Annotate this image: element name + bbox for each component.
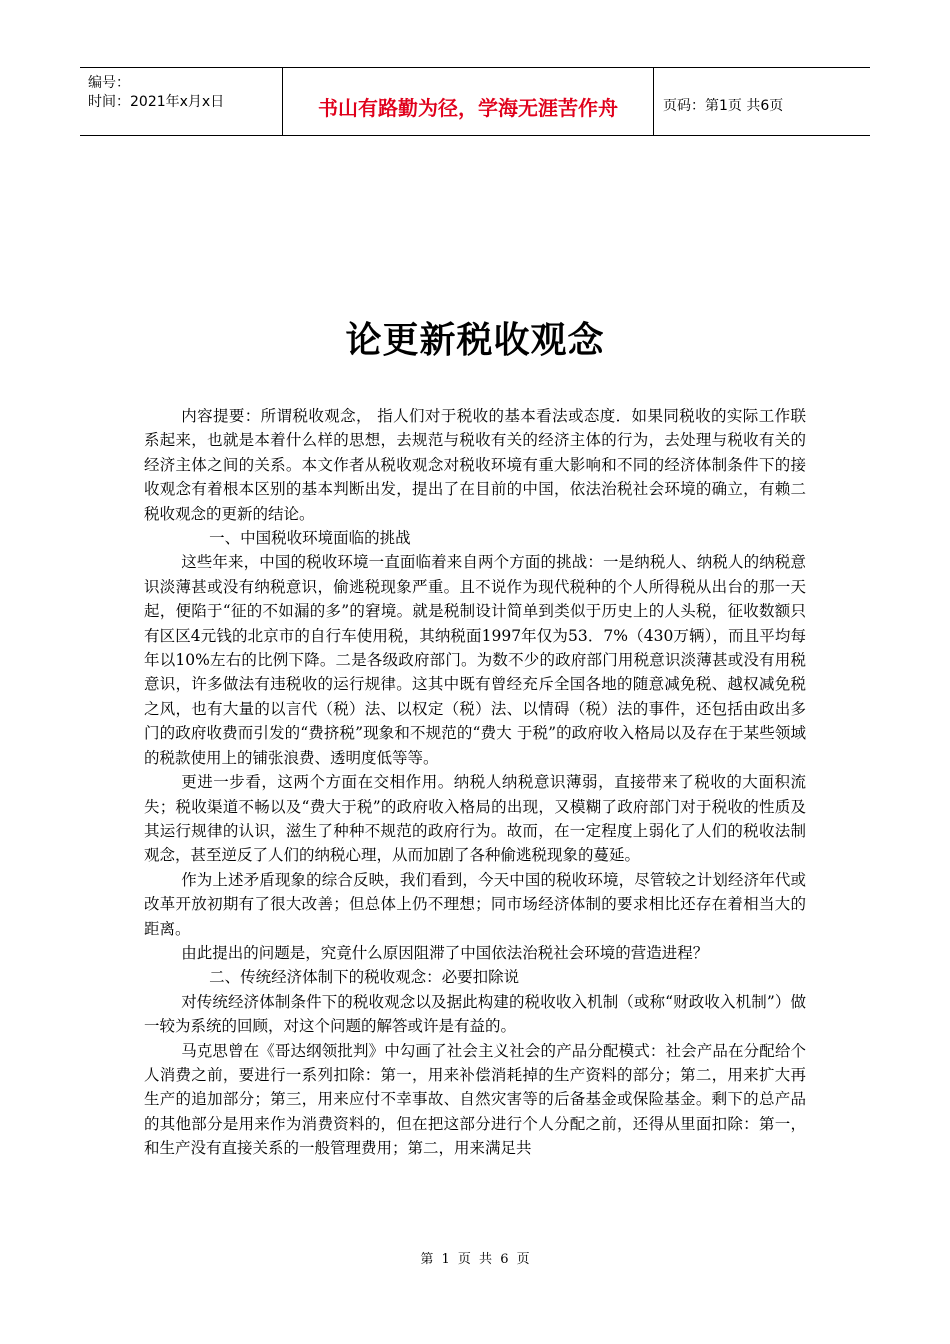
paragraph-abstract: 内容提要：所谓税收观念， 指人们对于税收的基本看法或态度．如果同税收的实际工作联系起来，也就是本着什么样的思想，去规范与税收有关的经济主体的行为，去处理与税收有关的经济主体之间的关系。本文作者从税收观念对税收环境有重大影响和不同的经济体制条件下的接收观念有着根本区别的基本判断出发，提出了在目前的中国，依法治税社会环境的确立，有赖二税收观念的更新的结论。 [144, 407, 806, 523]
paragraph: 这些年来，中国的税收环境一直面临着来自两个方面的挑战：一是纳税人、纳税人的纳税意识淡薄甚或没有纳税意识，偷逃税现象严重。且不说作为现代税种的个人所得税从出台的那一天起，便陷于“征的不如漏的多”的窘境。就是税制设计简单到类似于历史上的人头税，征收数额只有区区4元钱的北京市的自行车使用税，其纳税面1997年仅为53．7%（430万辆），而且平均每年以10%左右的比例下降。二是各级政府部门。为数不少的政府部门用税意识淡薄甚或没有用税意识，许多做法有违税收的运行规律。这其中既有曾经充斥全国各地的随意减免税、越权减免税之风，也有大量的以言代（税）法、以权定（税）法、以情碍（税）法的事件，还包括由政出多门的政府收费而引发的“费挤税”现象和不规范的“费大 于税”的政府收入格局以及存在于某些领域的税款使用上的铺张浪费、透明度低等等。 [144, 553, 806, 767]
header-page-cell [654, 68, 870, 135]
document-body [144, 404, 806, 1161]
header-table [80, 67, 870, 136]
paragraph: 作为上述矛盾现象的综合反映，我们看到，今天中国的税收环境，尽管较之计划经济年代或改革开放初期有了很大改善；但总体上仍不理想；同市场经济体制的要求相比还存在着相当大的距离。 [144, 870, 806, 938]
paragraph: 更进一步看，这两个方面在交相作用。纳税人纳税意识薄弱，直接带来了税收的大面积流失；税收渠道不畅以及“费大于税”的政府收入格局的出现，又模糊了政府部门对于税收的性质及其运行规律的认识，滋生了种种不规范的政府行为。故而，在一定程度上弱化了人们的税收法制观念，甚至逆反了人们的纳税心理，从而加剧了各种偷逃税现象的蔓延。 [144, 773, 806, 865]
motto: 书山有路勤为径，学海无涯苦作舟 [318, 96, 618, 120]
document-title: 论更新税收观念 [345, 319, 605, 361]
paragraph: 马克思曾在《哥达纲领批判》中勾画了社会主义社会的产品分配模式：社会产品在分配给个人消费之前，要进行一系列扣除：第一，用来补偿消耗掉的生产资料的部分；第二，用来扩大再生产的追加部分；第三，用来应付不幸事故、自然灾害等的后备基金或保险基金。剩下的总产品的其他部分是用来作为消费资料的，但在把这部分进行个人分配之前，还得从里面扣除：第一，和生产没有直接关系的一般管理费用；第二，用来满足共 [144, 1041, 806, 1158]
paragraph: 由此提出的问题是，究竟什么原因阻滞了中国依法治税社会环境的营造进程？ [181, 943, 709, 962]
paragraph: 对传统经济体制条件下的税收观念以及据此构建的税收收入机制（或称“财政收入机制”）做一较为系统的回顾，对这个问题的解答或许是有益的。 [144, 992, 806, 1036]
date-label: 时间：2021年x月x日 [88, 94, 225, 110]
section-heading-2: 二、传统经济体制下的税收观念：必要扣除说 [209, 968, 520, 987]
header-motto-cell [283, 68, 654, 135]
page-footer: 第 1 页 共 6 页 [420, 1252, 530, 1267]
page-info: 页码：第1页 共6页 [663, 98, 784, 114]
header-meta-cell [80, 68, 283, 135]
serial-label: 编号： [88, 75, 130, 91]
section-heading-1: 一、中国税收环境面临的挑战 [209, 529, 411, 548]
